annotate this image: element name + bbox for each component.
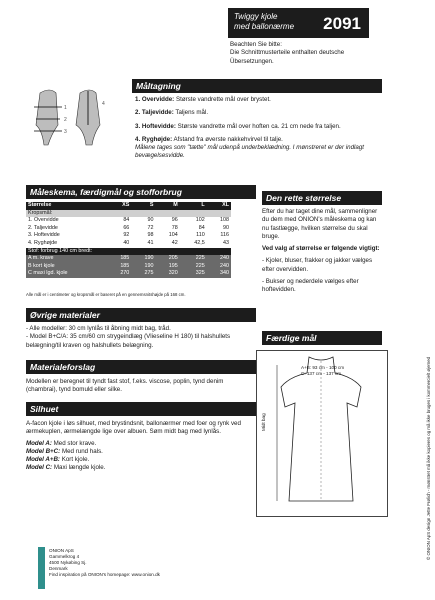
faerdig-heading: Færdige mål (262, 331, 382, 345)
table-cell: 104 (168, 232, 178, 239)
model-label: Model B+C: (26, 447, 61, 455)
measure-label: Taljevidde: (141, 109, 174, 117)
table-cell: 108 (220, 217, 229, 224)
table-cell: 43 (223, 239, 229, 246)
ovrige-line-2: - Model B+C/A: 35 cm/60 cm strygeindlæg (Vlieseline H 180) til halshullets belægning/til kraven og halshullets belægning. (26, 333, 231, 349)
fabric-row (26, 270, 231, 278)
measure-text: Afstand fra øverste nakkehvirvel til talje. (173, 135, 283, 143)
table-cell: 185 (107, 255, 131, 263)
teal-bar (38, 547, 45, 589)
maaltagning-list (135, 96, 385, 161)
svg-text:4: 4 (102, 101, 105, 107)
table-cell: 42,5 (194, 239, 205, 246)
table-footnote: Alle mål er i centimeter og kropsmål er baseret på en gennemsnitshøjde på 168 cm. (26, 292, 186, 297)
fabric-row (26, 255, 231, 263)
measure-num: 4. (135, 135, 141, 143)
pattern-number: 2091 (323, 14, 361, 33)
silhuet-body (26, 420, 252, 473)
dress-diagram (256, 350, 388, 517)
model-text: Med rund hals. (61, 447, 103, 455)
size-table (26, 202, 231, 278)
rette-bullet-1: - Kjoler, bluser, frakker og jakker vælges efter overvidden. (262, 257, 373, 273)
table-header-cell: L (180, 202, 207, 210)
table-cell: 102 (195, 217, 205, 224)
measure-label: Hoftevidde: (141, 122, 176, 130)
svg-text:1: 1 (64, 105, 67, 111)
table-cell: 275 (131, 270, 155, 278)
table-cell: 195 (156, 263, 180, 271)
ovrige-line-1: - Alle modeller: 30 cm lynlås til åbning midt bag, tråd. (26, 325, 171, 332)
table-cell: 240 (207, 255, 231, 263)
title-line2: med ballonærme (234, 22, 295, 31)
table-cell: 41 (147, 239, 154, 246)
table-cell: 240 (207, 263, 231, 271)
table-cell: 325 (180, 270, 207, 278)
model-label: Model A: (26, 439, 52, 447)
measure-label: Ryghøjde: (141, 135, 173, 143)
ovrige-list (26, 325, 252, 350)
rette-bullet-2: - Bukser og nederdele vælges efter hoftevidden. (262, 278, 359, 294)
table-cell: 92 (123, 232, 130, 239)
measure-item-1 (135, 96, 385, 104)
table-cell: 270 (107, 270, 131, 278)
model-line (26, 456, 252, 464)
footer-city: 4500 Nykøbing Sj. (49, 560, 87, 565)
table-header-cell: Størrelse (26, 202, 107, 210)
table-cell: C maxi lgd. kjole (26, 270, 107, 278)
table-cell: 90 (147, 217, 154, 224)
table-cell: 3. Hoftevidde (28, 232, 60, 239)
table-cell: 225 (180, 255, 207, 263)
footer-address (49, 548, 160, 578)
table-header-cell: XS (107, 202, 131, 210)
model-text: Med stor krave. (53, 439, 97, 447)
measure-text: Taljens mål. (175, 109, 209, 117)
measure-note: Målene tages som "tætte" mål udenpå underbeklædning. I mønstreret er der indlagt bevægelsesvidde. (135, 144, 364, 160)
table-cell: B kort kjole (26, 263, 107, 271)
table-row (26, 217, 231, 225)
rette-body (262, 208, 380, 295)
rette-heading: Den rette størrelse (262, 191, 382, 205)
materiale-text: Modellen er beregnet til tyndt fast stof, f.eks. viscose, poplin, tynd denim (chambrai), tynd bomuld eller silke. (26, 378, 224, 394)
ovrige-heading: Øvrige materialer (26, 308, 256, 322)
table-cell: 84 (198, 224, 205, 231)
table-cell: 66 (123, 224, 130, 231)
footer-homepage[interactable]: Find inspiration på ONION's homepage: www.onion.dk (49, 572, 160, 577)
notice-line2: Die Schnittmusterteile enthalten deutsche (230, 49, 345, 57)
table-cell: 190 (131, 263, 155, 271)
footer-street: Gammelkrog 4 (49, 554, 80, 559)
table-cell: 340 (207, 270, 231, 278)
table-row (26, 225, 231, 233)
model-text: Maxi længde kjole. (53, 464, 106, 472)
table-row (26, 240, 231, 248)
table-header-cell: S (131, 202, 155, 210)
table-cell: 78 (171, 224, 178, 231)
table-cell: 205 (156, 255, 180, 263)
model-label: Model A+B: (26, 456, 60, 464)
table-cell: 96 (171, 217, 178, 224)
fabric-header-row (26, 248, 231, 256)
materiale-heading: Materialeforslag (26, 360, 256, 374)
table-row (26, 232, 231, 240)
footer-country: Denmark (49, 566, 68, 571)
measure-item-3 (135, 123, 385, 131)
table-cell: 84 (123, 217, 130, 224)
vertical-copyright: © ONION ApS design Jette Frølich - mønstret må ikke kopieres og må ikke bruges i kommercielt øjemed (426, 356, 431, 560)
table-cell: 1. Overvidde (28, 217, 59, 224)
notice-line1: Beachten Sie bitte: (230, 41, 282, 48)
silhuet-heading: Silhuet (26, 402, 256, 416)
title-line1: Twiggy kjole (234, 12, 278, 21)
measure-label: Overvidde: (141, 96, 175, 103)
measure-num: 2. (135, 109, 141, 117)
maleskema-heading: Måleskema, færdigmål og stofforbrug (26, 185, 256, 199)
title-block (228, 8, 369, 38)
finished-ab: A+B: 93 cm - 100 cm (301, 365, 345, 370)
midt-bag-label: Midt bag (261, 413, 266, 431)
model-line (26, 464, 252, 472)
kropsmaal-label: Kropsmål: (26, 210, 231, 218)
measure-text: Største vandrette mål over hoften ca. 21 cm nede fra taljen. (177, 122, 341, 130)
measure-item-4 (135, 136, 385, 144)
model-text: Kort kjole. (61, 456, 90, 464)
footer-company: ONION ApS (49, 548, 74, 553)
table-cell: 72 (147, 224, 154, 231)
model-line (26, 440, 252, 448)
rette-bold: Ved valg af størrelse er følgende vigtigt: (262, 245, 380, 253)
table-cell: 2. Taljevidde (28, 224, 58, 231)
table-cell: A m. krave (26, 255, 107, 263)
maaltagning-heading: Måltagning (132, 79, 382, 93)
table-cell: 116 (220, 232, 229, 239)
table-cell: 190 (131, 255, 155, 263)
measure-num: 3. (135, 122, 141, 130)
finished-c: C: 137 cm - 137 cm (301, 371, 342, 376)
table-cell: 320 (156, 270, 180, 278)
body-measure-figures (30, 85, 120, 185)
silhuet-text: A-facon kjole i løs silhuet, med brystindsnit, ballonærmer med foer og rynk ved ærmekuplen, ærmelængde lige over albuen. Søm midt bag med lynlås. (26, 420, 241, 436)
table-cell: 225 (180, 263, 207, 271)
table-cell: 98 (147, 232, 154, 239)
notice (230, 41, 380, 66)
table-cell: 4. Ryghøjde (28, 239, 58, 246)
table-cell: 40 (123, 239, 130, 246)
svg-text:2: 2 (64, 117, 67, 123)
measure-num: 1. (135, 96, 141, 103)
table-header-cell: M (156, 202, 180, 210)
model-line (26, 448, 252, 456)
table-header-cell: XL (207, 202, 231, 210)
table-cell: 90 (223, 224, 229, 231)
fabric-header: Stof: forbrug 140 cm bredt: (26, 248, 231, 256)
svg-text:3: 3 (64, 129, 67, 135)
measure-item-2 (135, 109, 385, 117)
size-table-header (26, 202, 231, 210)
size-table-subheader (26, 210, 231, 218)
table-cell: 185 (107, 263, 131, 271)
rette-paragraph: Efter du har taget dine mål, sammenligner du dem med ONION's måleskema og kan nu fastlægge, hvilken størrelse du skal bruge. (262, 208, 378, 240)
table-cell: 42 (171, 239, 178, 246)
notice-line3: Übersetzungen. (230, 57, 274, 65)
model-label: Model C: (26, 464, 53, 472)
fabric-row (26, 263, 231, 271)
measure-text: Største vandrette mål over brystet. (175, 96, 271, 103)
table-cell: 110 (196, 232, 205, 239)
